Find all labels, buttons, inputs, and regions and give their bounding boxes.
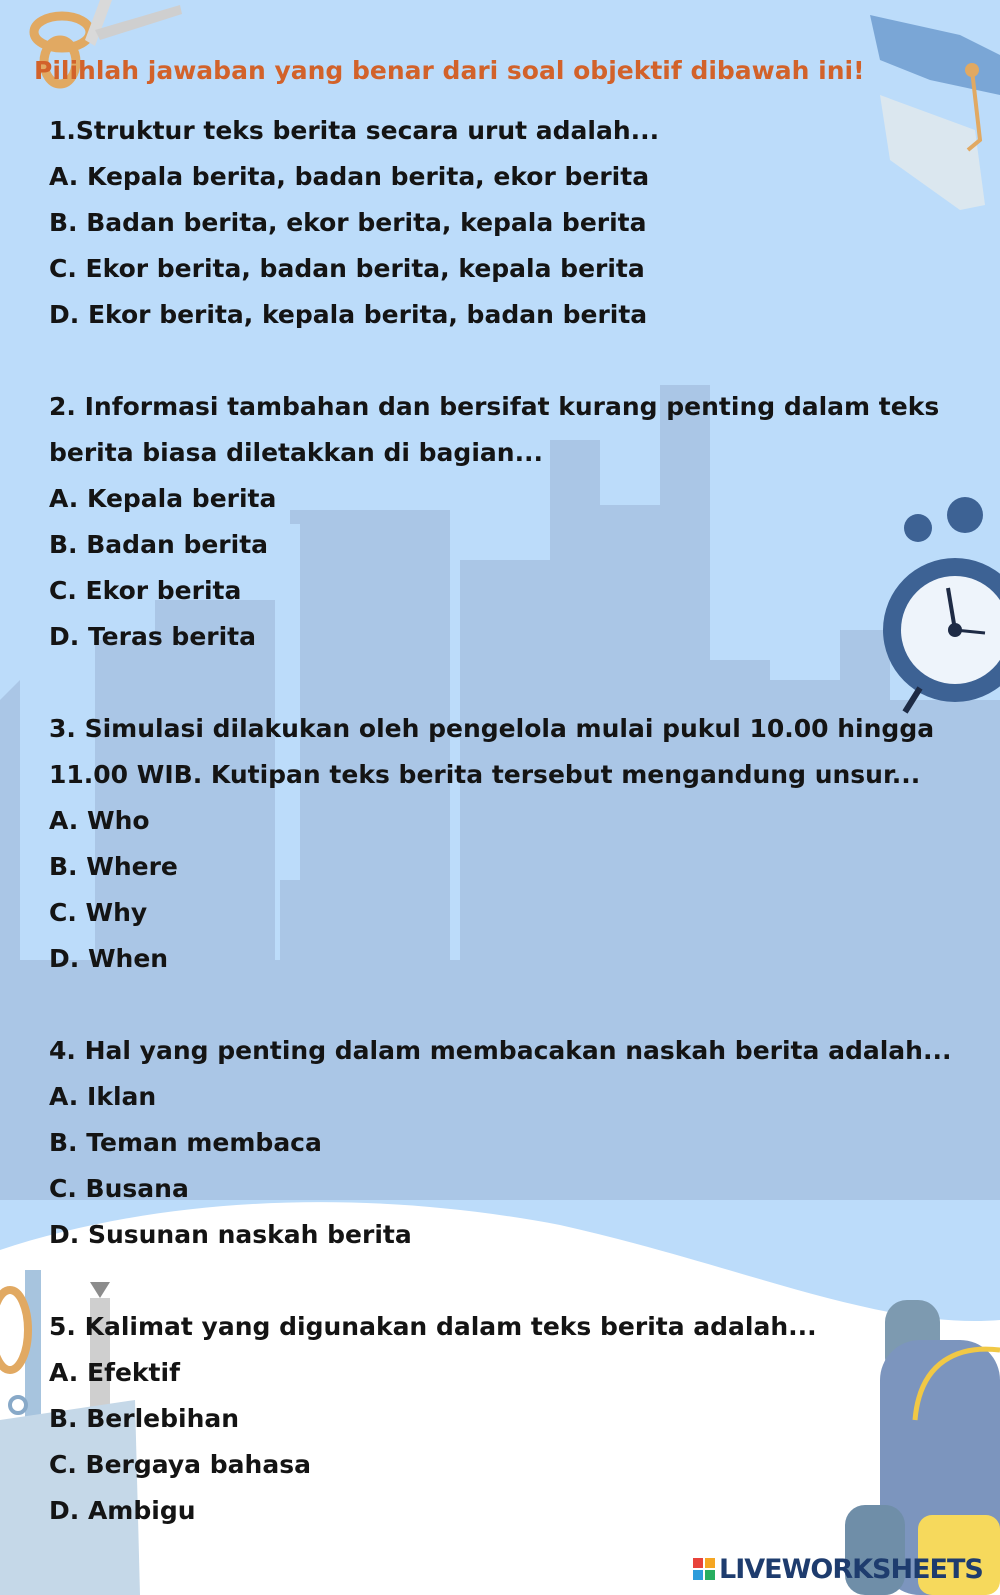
answer-option[interactable]: C. Ekor berita, badan berita, kepala berita bbox=[49, 254, 645, 283]
answer-option[interactable]: D. Ambigu bbox=[49, 1496, 196, 1525]
answer-option[interactable]: A. Who bbox=[49, 806, 150, 835]
answer-option[interactable]: A. Efektif bbox=[49, 1358, 180, 1387]
answer-option[interactable]: D. Susunan naskah berita bbox=[49, 1220, 412, 1249]
answer-option[interactable]: B. Where bbox=[49, 852, 178, 881]
answer-option[interactable]: C. Bergaya bahasa bbox=[49, 1450, 311, 1479]
answer-option[interactable]: A. Kepala berita, badan berita, ekor berita bbox=[49, 162, 650, 191]
question-prompt: 4. Hal yang penting dalam membacakan naskah berita adalah... bbox=[49, 1036, 952, 1065]
answer-option[interactable]: A. Kepala berita bbox=[49, 484, 277, 513]
answer-option[interactable]: B. Berlebihan bbox=[49, 1404, 240, 1433]
answer-option[interactable]: D. Teras berita bbox=[49, 622, 256, 651]
answer-option[interactable]: C. Why bbox=[49, 898, 148, 927]
answer-option[interactable]: C. Ekor berita bbox=[49, 576, 242, 605]
answer-option[interactable]: B. Badan berita, ekor berita, kepala berita bbox=[49, 208, 647, 237]
question-prompt: 5. Kalimat yang digunakan dalam teks berita adalah... bbox=[49, 1312, 817, 1341]
answer-option[interactable]: B. Badan berita bbox=[49, 530, 269, 559]
worksheet-title: Pilihlah jawaban yang benar dari soal objektif dibawah ini! bbox=[34, 56, 865, 85]
answer-option[interactable]: D. Ekor berita, kepala berita, badan berita bbox=[49, 300, 648, 329]
logo-grid-icon bbox=[693, 1558, 715, 1580]
logo-text: LIVEWORKSHEETS bbox=[719, 1553, 983, 1585]
question-prompt: 1.Struktur teks berita secara urut adalah... bbox=[49, 116, 660, 145]
answer-option[interactable]: C. Busana bbox=[49, 1174, 189, 1203]
question-prompt: 2. Informasi tambahan dan bersifat kurang penting dalam teks bbox=[49, 392, 940, 421]
question-prompt: 11.00 WIB. Kutipan teks berita tersebut mengandung unsur... bbox=[49, 760, 921, 789]
liveworksheets-logo bbox=[693, 1551, 983, 1587]
question-prompt: berita biasa diletakkan di bagian... bbox=[49, 438, 544, 467]
answer-option[interactable]: A. Iklan bbox=[49, 1082, 157, 1111]
answer-option[interactable]: D. When bbox=[49, 944, 169, 973]
answer-option[interactable]: B. Teman membaca bbox=[49, 1128, 322, 1157]
question-prompt: 3. Simulasi dilakukan oleh pengelola mulai pukul 10.00 hingga bbox=[49, 714, 935, 743]
